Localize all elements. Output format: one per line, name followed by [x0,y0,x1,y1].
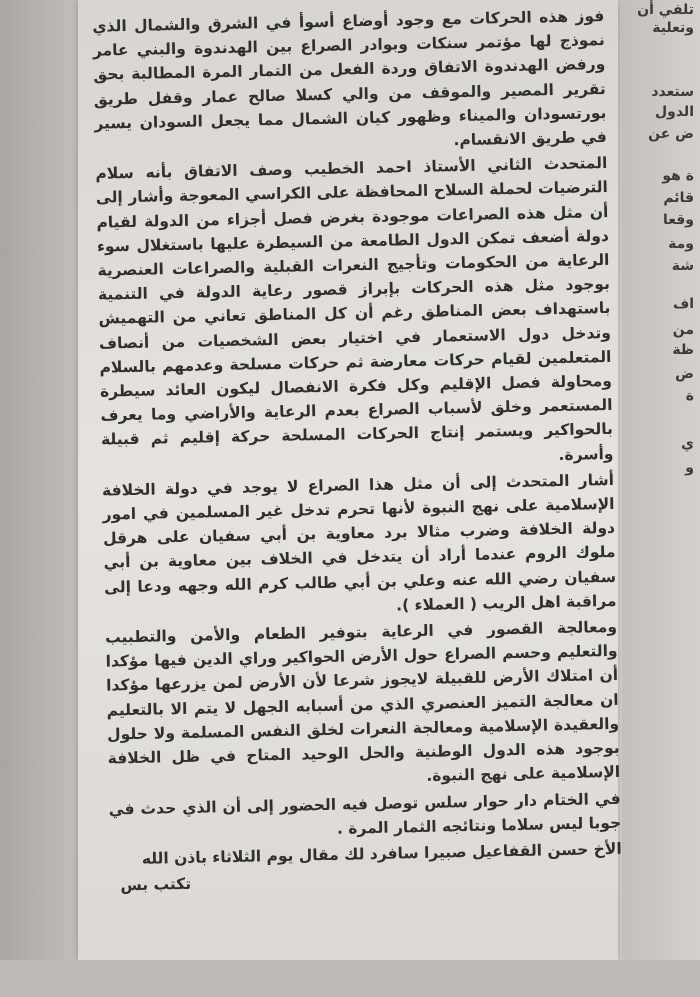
fragment: ة [685,388,694,404]
fragment: ظة [672,342,694,358]
fragment: وقعا [662,212,694,228]
fragment: ي [681,436,694,452]
fragment: اف [672,296,694,312]
fragment: ة هو [662,168,694,184]
fragment: وتعلية [652,20,694,36]
fragment: شة [671,258,694,274]
paragraph-3: أشار المتحدث إلى أن مثل هذا الصراع لا يوجد في دولة الخلافة الإسلامية على نهج النبوة لأنها تحرم تدخل غير المسلمين في امور دولة الخلافة وضرب مثالا برد معاوية بن أبي سفيان على هرقل ملوك الروم عندما أراد أن يتدخل في الخلاف بين معاوية بن أبي سفيان رضي الله عنه وعلي بن أبي طالب كرم الله وجهه ودعا إلى مراقبة اهل الريب ( العملاء ). [101,470,617,615]
paragraph-2: المتحدث الثاني الأستاذ احمد الخطيب وصف الاتفاق بأنه سلام الترضيات لحملة السلاح المحافظة على الكراسي المعوجة وأشار إلى أن مثل هذه الصراعات موجودة بغرض فصل أجزاء من الدولة لقيام دولة أضعف تمكن الدول الطامعة من السيطرة عليها باستغلال سوء الرعاية من الحكومات وتأجيج النعرات القبلية والصراعات العنصرية بوجود مثل هذه الحركات بإبراز قصور رعاية الدولة في التنمية باستهداف بعض المناطق رغم أن كل المناطق تعاني من التهميش وتدخل دول الاستعمار في اختيار بعض الشخصيات من أنصاف المتعلمين لقيام حركات معارضة ثم حركات مسلحة وعدمهم بالسلام ومحاولة فصل الإقليم وكل فكرة الانفصال ليكون العائد سيطرة المستعمر وخلق لأسباب الصراع بعدم الرعاية والأراضي وما يعرف بالحواكير ويستمر إنتاج الحركات المسلحة حركة إقليم ثم قبيلة وأسرة. [95,154,614,464]
paragraph-4: ومعالجة القصور في الرعاية بتوفير الطعام والأمن والتطبيب والتعليم وحسم الصراع حول الأرض الحواكير وراي الدين فيها مؤكدا أن امتلاك الأرض للقبيلة لايجوز شرعا لأن الأرض لمن يزرعها مؤكدا ان معالجة التميز العنصري الذي من أسبابه الجهل لا يتم الا بالتعليم والعقيدة الإسلامية ومعالجة النعرات لخلق النفس المسلمة ولا حلول بوجود هذه الدول الوطنية والحل الوحيد المتاح في ظل الخلافة الإسلامية على نهج النبوة. [104,617,621,786]
bottom-margin [0,960,700,997]
fragment: الدول [655,104,694,120]
paragraph-6: الأخ حسن القفاعيل صبيرا سافرد لك مقال يوم الثلاثاء باذن الله [141,839,622,868]
byline: تكتب بس [120,874,192,895]
article-body [92,4,622,900]
paragraph-5: في الختام دار حوار سلس توصل فيه الحضور إلى أن الذي حدث في جوبا ليس سلاما ونتائجه الثمار المرة . [108,789,622,838]
fragment: قائم [663,190,694,206]
fragment: ض [675,366,694,382]
adjacent-column-fragments [622,0,700,997]
left-margin [0,0,78,997]
fragment: ومة [668,236,694,252]
paragraph-1: فوز هذه الحركات مع وجود أوضاع أسوأ في الشرق والشمال الذي نموذج لها مؤتمر سنكات وبوادر الصراع بين الهدندوة والبني عامر ورفض الهدندوة الاتفاق وردة الفعل من التمار المرة المطالبة بحق تقرير المصير والموقف من والي كسلا صالح عمار وقفل طريق بورتسودان والميناء وظهور كيان الشمال مما يجعل السودان يسير في طريق الانقسام. [92,6,607,150]
fragment: من [672,322,694,338]
fragment: و [685,460,694,476]
fragment: ستعدد [651,84,694,100]
fragment: تلفي أن [637,2,694,18]
fragment: ض عن [648,126,694,142]
